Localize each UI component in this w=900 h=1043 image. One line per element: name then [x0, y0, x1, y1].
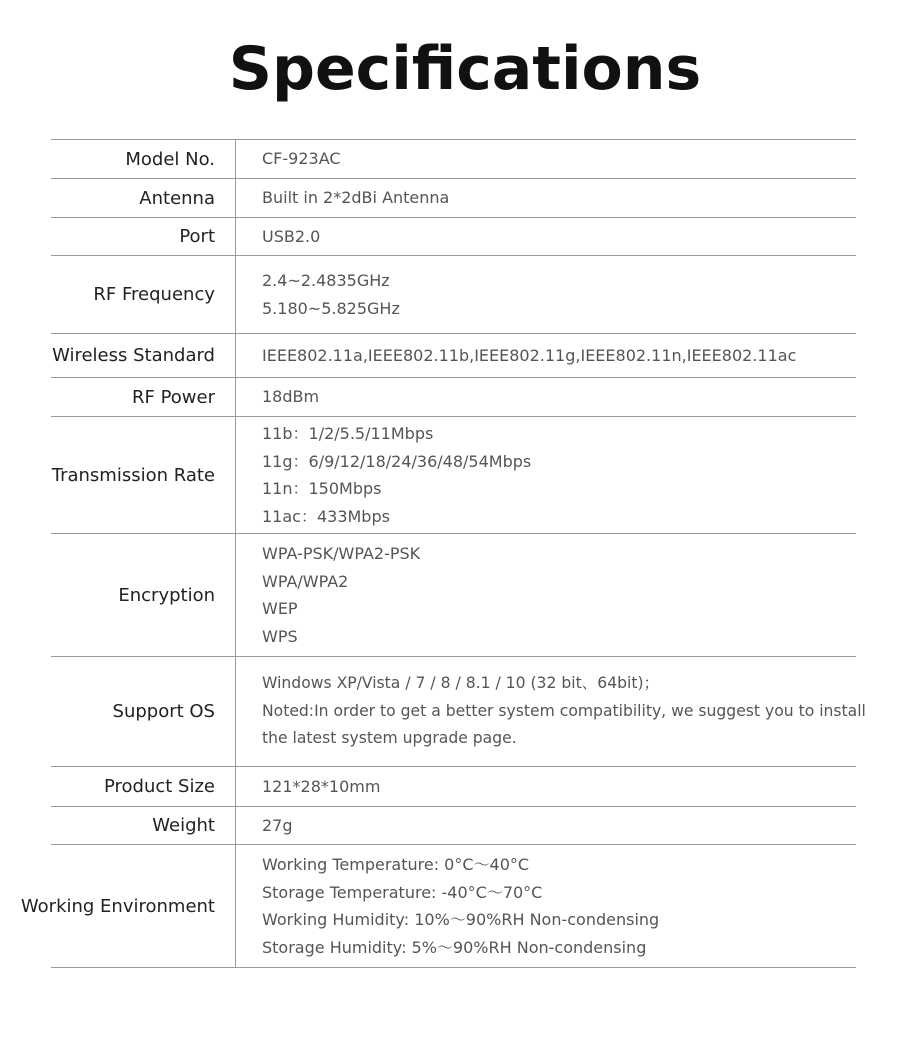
spec-value	[236, 179, 856, 217]
spec-row-transmission-rate	[51, 417, 856, 534]
spec-row-port	[51, 218, 856, 256]
spec-label: Wireless Standard	[51, 334, 236, 377]
spec-value-line: Windows XP/Vista / 7 / 8 / 8.1 / 10 (32 bit、64bit)；	[262, 674, 660, 693]
spec-value-line: 11b：1/2/5.5/11Mbps	[262, 424, 434, 443]
spec-value	[236, 417, 856, 533]
spec-label: Support OS	[51, 657, 236, 766]
spec-value	[236, 657, 866, 766]
spec-value	[236, 807, 856, 844]
spec-row-support-os	[51, 657, 866, 767]
spec-value-line: USB2.0	[262, 226, 321, 246]
spec-value-line: Built in 2*2dBi Antenna	[262, 188, 450, 207]
spec-value-line: CF-923AC	[262, 149, 341, 168]
spec-label: Port	[51, 218, 236, 255]
spec-label: Weight	[51, 807, 236, 844]
spec-row-rf-power	[51, 378, 856, 417]
spec-table	[20, 139, 866, 968]
spec-value-line: WPA/WPA2	[262, 571, 349, 591]
spec-row-rf-frequency	[51, 256, 856, 334]
spec-label: Product Size	[51, 767, 236, 806]
spec-value-line: 11g：6/9/12/18/24/36/48/54Mbps	[262, 451, 532, 471]
spec-value	[236, 334, 856, 377]
spec-value-line: 27g	[262, 815, 293, 835]
spec-label: Working Environment	[51, 845, 236, 967]
spec-value	[236, 256, 856, 333]
spec-value	[236, 140, 856, 178]
spec-value-line: Storage Temperature: -40°C～70°C	[262, 882, 543, 902]
spec-value-line: 5.180~5.825GHz	[262, 298, 400, 318]
spec-row-wireless-standard	[51, 334, 856, 378]
spec-value-line: 121*28*10mm	[262, 776, 381, 796]
spec-value	[236, 845, 856, 967]
spec-value	[236, 218, 856, 255]
spec-value-line: Working Temperature: 0°C～40°C	[262, 855, 530, 874]
spec-value-line: IEEE802.11a,IEEE802.11b,IEEE802.11g,IEEE802.11n,IEEE802.11ac	[262, 345, 797, 365]
spec-value-line: 11ac：433Mbps	[262, 506, 390, 526]
spec-row-weight	[51, 807, 856, 845]
spec-row-model-no	[51, 140, 856, 179]
spec-value-line: 11n：150Mbps	[262, 479, 382, 498]
spec-value-line: 18dBm	[262, 387, 320, 406]
spec-label: Transmission Rate	[51, 417, 236, 533]
spec-value-line: WPS	[262, 626, 298, 646]
spec-label: RF Power	[51, 378, 236, 416]
spec-label: RF Frequency	[51, 256, 236, 333]
spec-value-line: WPA-PSK/WPA2-PSK	[262, 544, 421, 563]
spec-label: Antenna	[51, 179, 236, 217]
spec-value-line: the latest system upgrade page.	[262, 729, 517, 748]
spec-label: Model No.	[51, 140, 236, 178]
spec-row-antenna	[51, 179, 856, 218]
spec-value-line: WEP	[262, 599, 298, 618]
spec-row-working-environment	[20, 845, 856, 968]
spec-row-encryption	[51, 534, 856, 657]
spec-label: Encryption	[51, 534, 236, 656]
spec-value-line: 2.4~2.4835GHz	[262, 271, 390, 290]
spec-value-line: Working Humidity: 10%～90%RH Non-condensing	[262, 910, 660, 929]
spec-value-line: Noted:In order to get a better system compatibility, we suggest you to install	[262, 701, 866, 720]
spec-value-line: Storage Humidity: 5%～90%RH Non-condensing	[262, 937, 647, 957]
spec-value	[236, 534, 856, 656]
page-title: Specifications	[228, 34, 702, 104]
spec-value	[236, 378, 856, 416]
spec-value	[236, 767, 856, 806]
spec-row-product-size	[51, 767, 856, 807]
